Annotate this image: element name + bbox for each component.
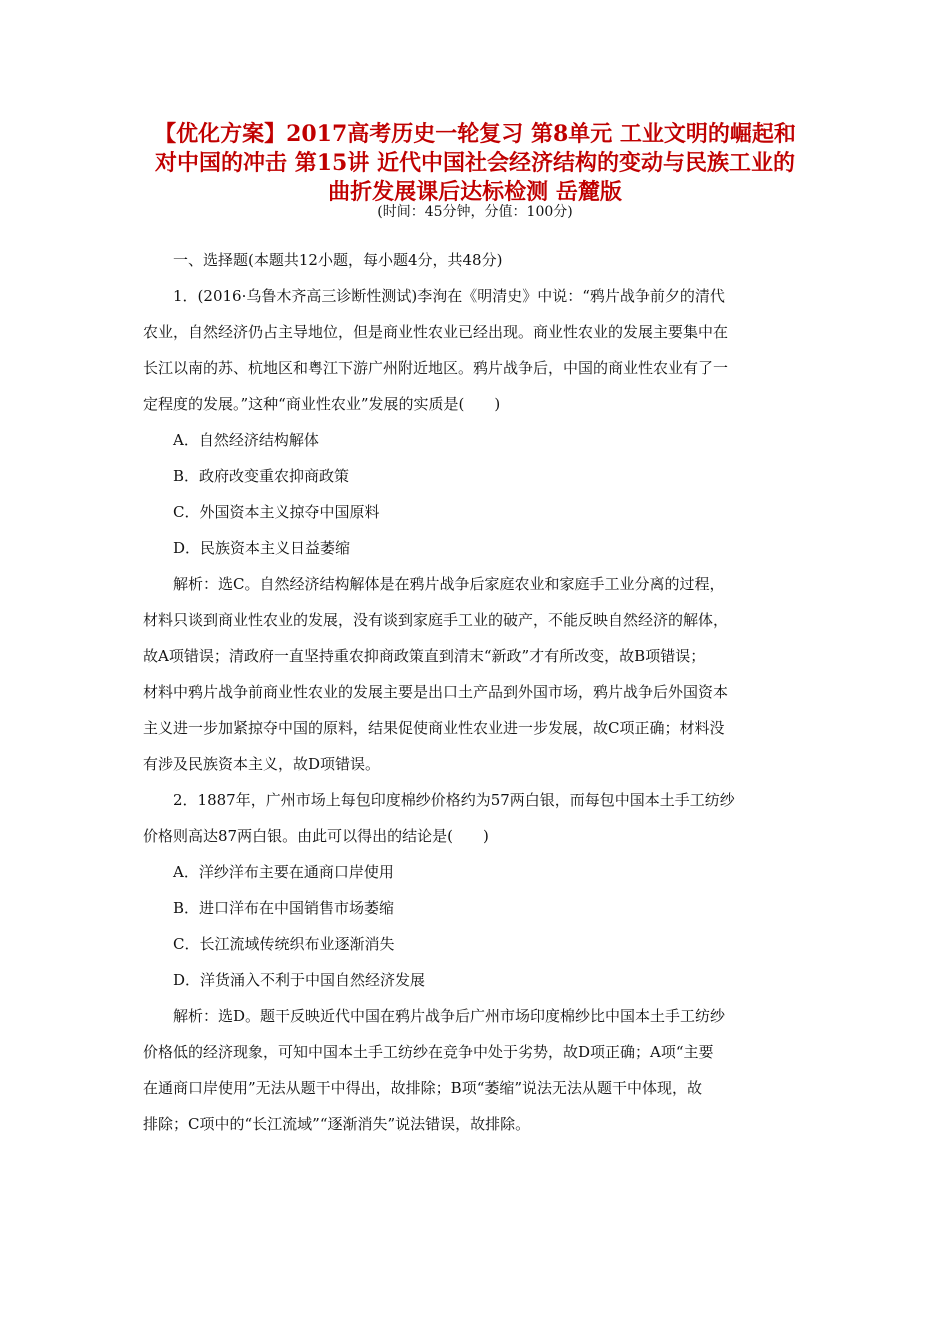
question-2-analysis xyxy=(143,998,806,1142)
question-2-option-c: C．长江流域传统织布业逐渐消失 xyxy=(173,935,395,953)
text-line: 故A项错误；清政府一直坚持重农抑商政策直到清末“新政”才有所改变，故B项错误； xyxy=(143,647,706,665)
text-line: 价格则高达87两白银。由此可以得出的结论是( ) xyxy=(143,827,489,845)
question-2-option-d: D．洋货涌入不利于中国自然经济发展 xyxy=(173,971,426,989)
text-line: 在通商口岸使用”无法从题干中得出，故排除；B项“萎缩”说法无法从题干中体现，故 xyxy=(143,1079,703,1097)
text-line: 长江以南的苏、杭地区和粤江下游广州附近地区。鸦片战争后，中国的商业性农业有了一 xyxy=(143,359,729,377)
section-heading: 一、选择题(本题共12小题，每小题4分，共48分) xyxy=(173,251,503,269)
question-1-option-d: D．民族资本主义日益萎缩 xyxy=(173,539,351,557)
question-1-option-b: B．政府改变重农抑商政策 xyxy=(173,467,350,485)
document-title xyxy=(100,120,850,207)
question-1-analysis xyxy=(143,566,806,782)
text-line: 2．1887年，广州市场上每包印度棉纱价格约为57两白银，而每包中国本土手工纺纱 xyxy=(173,791,735,809)
text-line: 材料中鸦片战争前商业性农业的发展主要是出口土产品到外国市场，鸦片战争后外国资本 xyxy=(143,683,729,701)
question-1-stem xyxy=(143,278,806,422)
text-line: 主义进一步加紧掠夺中国的原料，结果促使商业性农业进一步发展，故C项正确；材料没 xyxy=(143,719,725,737)
title-line: 【优化方案】2017高考历史一轮复习 第8单元 工业文明的崛起和 xyxy=(154,121,796,147)
question-1-option-c: C．外国资本主义掠夺中国原料 xyxy=(173,503,380,521)
text-line: 解析：选C。自然经济结构解体是在鸦片战争后家庭农业和家庭手工业分离的过程， xyxy=(173,575,725,593)
title-line: 曲折发展课后达标检测 岳麓版 xyxy=(328,179,622,205)
text-line: 解析：选D。题干反映近代中国在鸦片战争后广州市场印度棉纱比中国本土手工纺纱 xyxy=(173,1007,726,1025)
text-line: 价格低的经济现象，可知中国本土手工纺纱在竞争中处于劣势，故D项正确；A项“主要 xyxy=(143,1043,714,1061)
text-line: 排除；C项中的“长江流域”“逐渐消失”说法错误，故排除。 xyxy=(143,1115,531,1133)
text-line: 定程度的发展。”这种“商业性农业”发展的实质是( ) xyxy=(143,395,501,413)
text-line: 有涉及民族资本主义，故D项错误。 xyxy=(143,755,381,773)
text-line: 材料只谈到商业性农业的发展，没有谈到家庭手工业的破产，不能反映自然经济的解体， xyxy=(143,611,729,629)
title-line: 对中国的冲击 第15讲 近代中国社会经济结构的变动与民族工业的 xyxy=(155,150,795,176)
question-2-stem xyxy=(143,782,806,854)
question-1-option-a: A．自然经济结构解体 xyxy=(173,431,319,449)
question-2-option-b: B．进口洋布在中国销售市场萎缩 xyxy=(173,899,395,917)
time-and-score-info: (时间：45分钟，分值：100分) xyxy=(377,204,573,220)
question-2-option-a: A．洋纱洋布主要在通商口岸使用 xyxy=(173,863,394,881)
text-line: 农业，自然经济仍占主导地位，但是商业性农业已经出现。商业性农业的发展主要集中在 xyxy=(143,323,729,341)
text-line: 1．(2016·乌鲁木齐高三诊断性测试)李洵在《明清史》中说：“鸦片战争前夕的清代 xyxy=(173,287,725,305)
